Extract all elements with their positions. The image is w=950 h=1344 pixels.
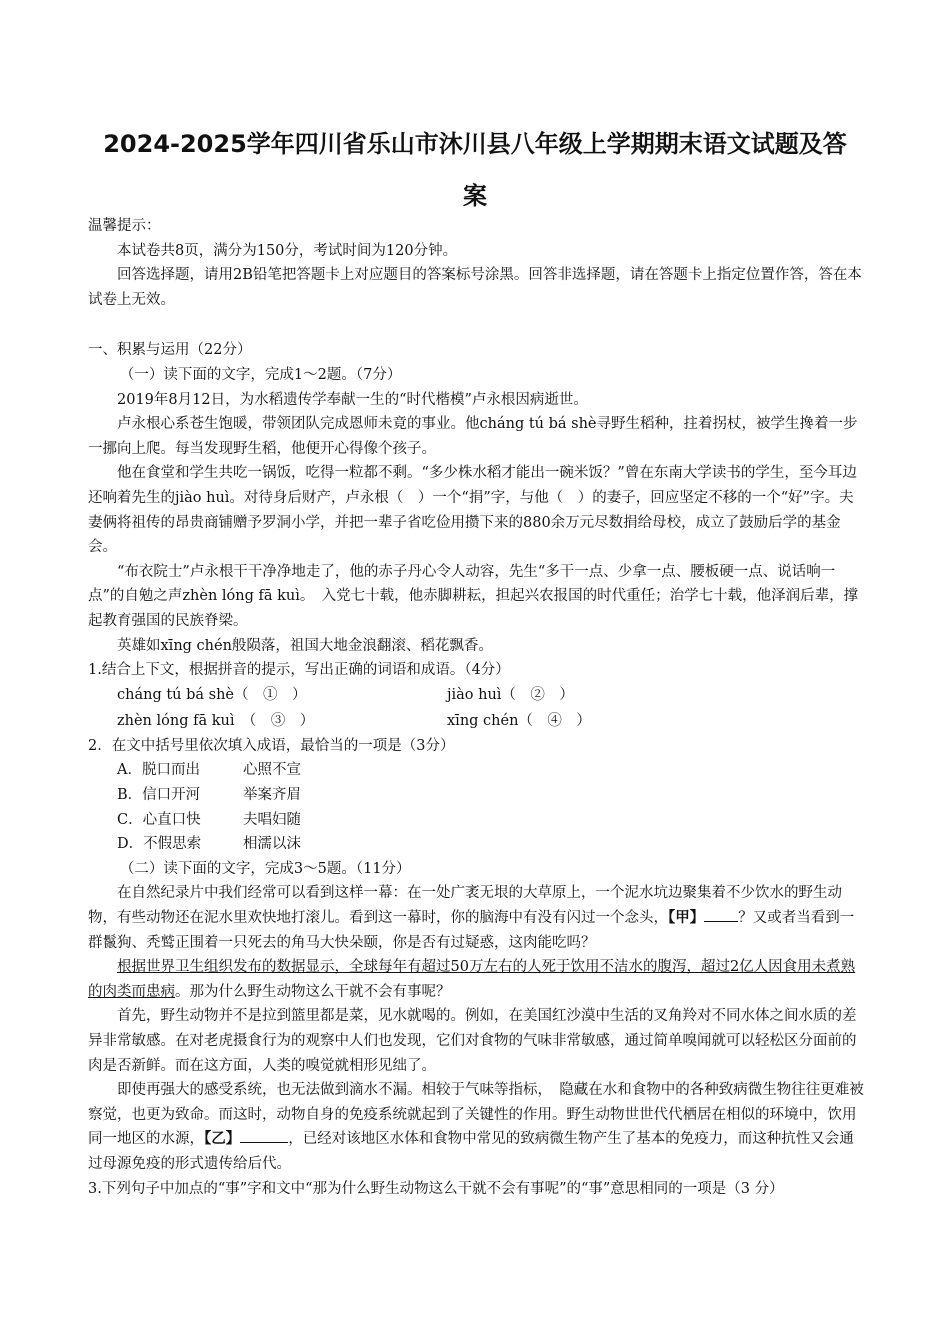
passage-paragraph: 即使再强大的感受系统，也无法做到滴水不漏。相较于气味等指标， 隐藏在水和食物中的各种致病微生物往往更难被察觉，也更为致命。而这时，动物自身的免疫系统就起到了关键性的作用。野生动物世世代代栖居在相似的环境中，饮用同一地区的水源，【乙】 ，已经对该地区水体和食物中常见的致病微生物产生了基本的免疫力，而这种抗性又会通过母源免疫的形式遗传给后代。 — [88, 1082, 864, 1172]
option-b: B．信口开河 举案齐眉 — [117, 787, 301, 804]
passage-paragraph: 在自然纪录片中我们经常可以看到这样一幕：在一处广袤无垠的大草原上，一个泥水坑边聚集着不少饮水的野生动物，有些动物还在泥水里欢快地打滚儿。看到这一幕时，你的脑海中有没有闪过一个念头，【甲】 ？又或者当看到一群鬣狗、秃鹫正围着一只死去的角马大快朵颐，你是否有过疑惑，这肉能吃吗？ — [88, 885, 855, 951]
passage-paragraph: 卢永根心系苍生饱暖，带领团队完成恩师未竟的事业。他cháng tú bá shè寻野生稻种，拄着拐杖，被学生搀着一步一挪向上爬。每当发现野生稻，他便开心得像个孩子。 — [88, 416, 858, 457]
passage-paragraph: 根据世界卫生组织发布的数据显示，全球每年有超过50万左右的人死于饮用不洁水的腹泻，超过2亿人因食用未煮熟的肉类而患病。那为什么野生动物这么干就不会有事呢？ — [88, 959, 856, 1000]
question-1-stem: 1.结合上下文，根据拼音的提示，写出正确的词语和成语。（4分） — [88, 662, 510, 679]
passage-paragraph: 首先，野生动物并不是拉到篮里都是菜，见水就喝的。例如，在美国红沙漠中生活的叉角羚对不同水体之间水质的差异非常敏感。在对老虎摄食行为的观察中人们也发现，它们对食物的气味非常敏感，通过简单嗅闻就可以轻松区分面前的肉是否新鲜。而在这方面，人类的嗅觉就相形见绌了。 — [88, 1008, 857, 1074]
fill-blank — [240, 1128, 288, 1143]
passage-paragraph: “布衣院士”卢永根干干净净地走了，他的赤子丹心令人动容，先生“多干一点、少拿一点、腰板硬一点、说话响一点”的自勉之声zhèn lóng fā kuì。 入党七十载，他赤脚耕耘，担起兴农报国的时代重任；治学七十载，他泽润后辈，撑起教育强国的民族脊梁。 — [88, 563, 859, 629]
pinyin-item: zhèn lóng fā kuì （ ③ ） — [117, 713, 315, 730]
underlined-sentence: 根据世界卫生组织发布的数据显示，全球每年有超过50万左右的人死于饮用不洁水的腹泻，超过2亿人因食用未煮熟的肉类而患病 — [88, 959, 856, 1000]
option-c: C．心直口快 夫唱妇随 — [117, 811, 301, 828]
part-2-heading: （二）读下面的文字，完成3～5题。（11分） — [119, 860, 411, 877]
spacer — [88, 312, 866, 338]
question-2-stem: 2．在文中括号里依次填入成语，最恰当的一项是（3分） — [88, 737, 455, 754]
pinyin-item: xīng chén（ ④ ） — [447, 713, 591, 730]
pinyin-item: jiào huì（ ② ） — [447, 686, 574, 703]
section-1-heading: 一、积累与运用（22分） — [88, 342, 252, 359]
tips-paragraph-1: 本试卷共8页，满分为150分，考试时间为120分钟。 — [117, 242, 458, 259]
question-1-row — [88, 709, 866, 734]
blank-marker-jia: 【甲】 — [668, 909, 705, 927]
blank-marker-yi: 【乙】 — [204, 1130, 241, 1148]
pinyin-item: cháng tú bá shè（ ① ） — [117, 686, 307, 703]
document-title — [70, 118, 880, 222]
option-d: D．不假思索 相濡以沫 — [117, 836, 301, 853]
tips-paragraph-2: 回答选择题，请用2B铅笔把答题卡上对应题目的答案标号涂黑。回答非选择题，请在答题卡上指定位置作答，答在本试卷上无效。 — [88, 267, 862, 308]
fill-blank — [704, 907, 738, 922]
title-line-1: 2024-2025学年四川省乐山市沐川县八年级上学期期末语文试题及答 — [103, 130, 847, 158]
passage-paragraph: 英雄如xīng chén般陨落，祖国大地金浪翻滚、稻花飘香。 — [117, 637, 493, 654]
option-a: A．脱口而出 心照不宣 — [117, 762, 301, 779]
tips-label: 温馨提示： — [88, 218, 161, 234]
part-1-heading: （一）读下面的文字，完成1～2题。（7分） — [119, 366, 402, 383]
question-1-row — [88, 683, 866, 708]
passage-paragraph: 2019年8月12日，为水稻遗传学奉献一生的“时代楷模”卢永根因病逝世。 — [117, 391, 588, 408]
title-line-2: 案 — [463, 182, 487, 210]
question-3-stem: 3.下列句子中加点的“事”字和文中“那为什么野生动物这么干就不会有事呢”的“事”意思相同的一项是（3 分） — [88, 1180, 784, 1197]
document-body — [88, 214, 866, 1201]
passage-paragraph: 他在食堂和学生共吃一锅饭，吃得一粒都不剩。“多少株水稻才能出一碗米饭？”曾在东南大学读书的学生，至今耳边还响着先生的jiào huì。对待身后财产，卢永根（ ）一个“捐”字，与他（ ）的妻子，回应坚定不移的一个“好”字。夫妻俩将祖传的昂贵商铺赠予罗洞小学，并把一辈子省吃俭用攒下来的880余万元尽数捐给母校，成立了鼓励后学的基金会。 — [88, 465, 857, 556]
